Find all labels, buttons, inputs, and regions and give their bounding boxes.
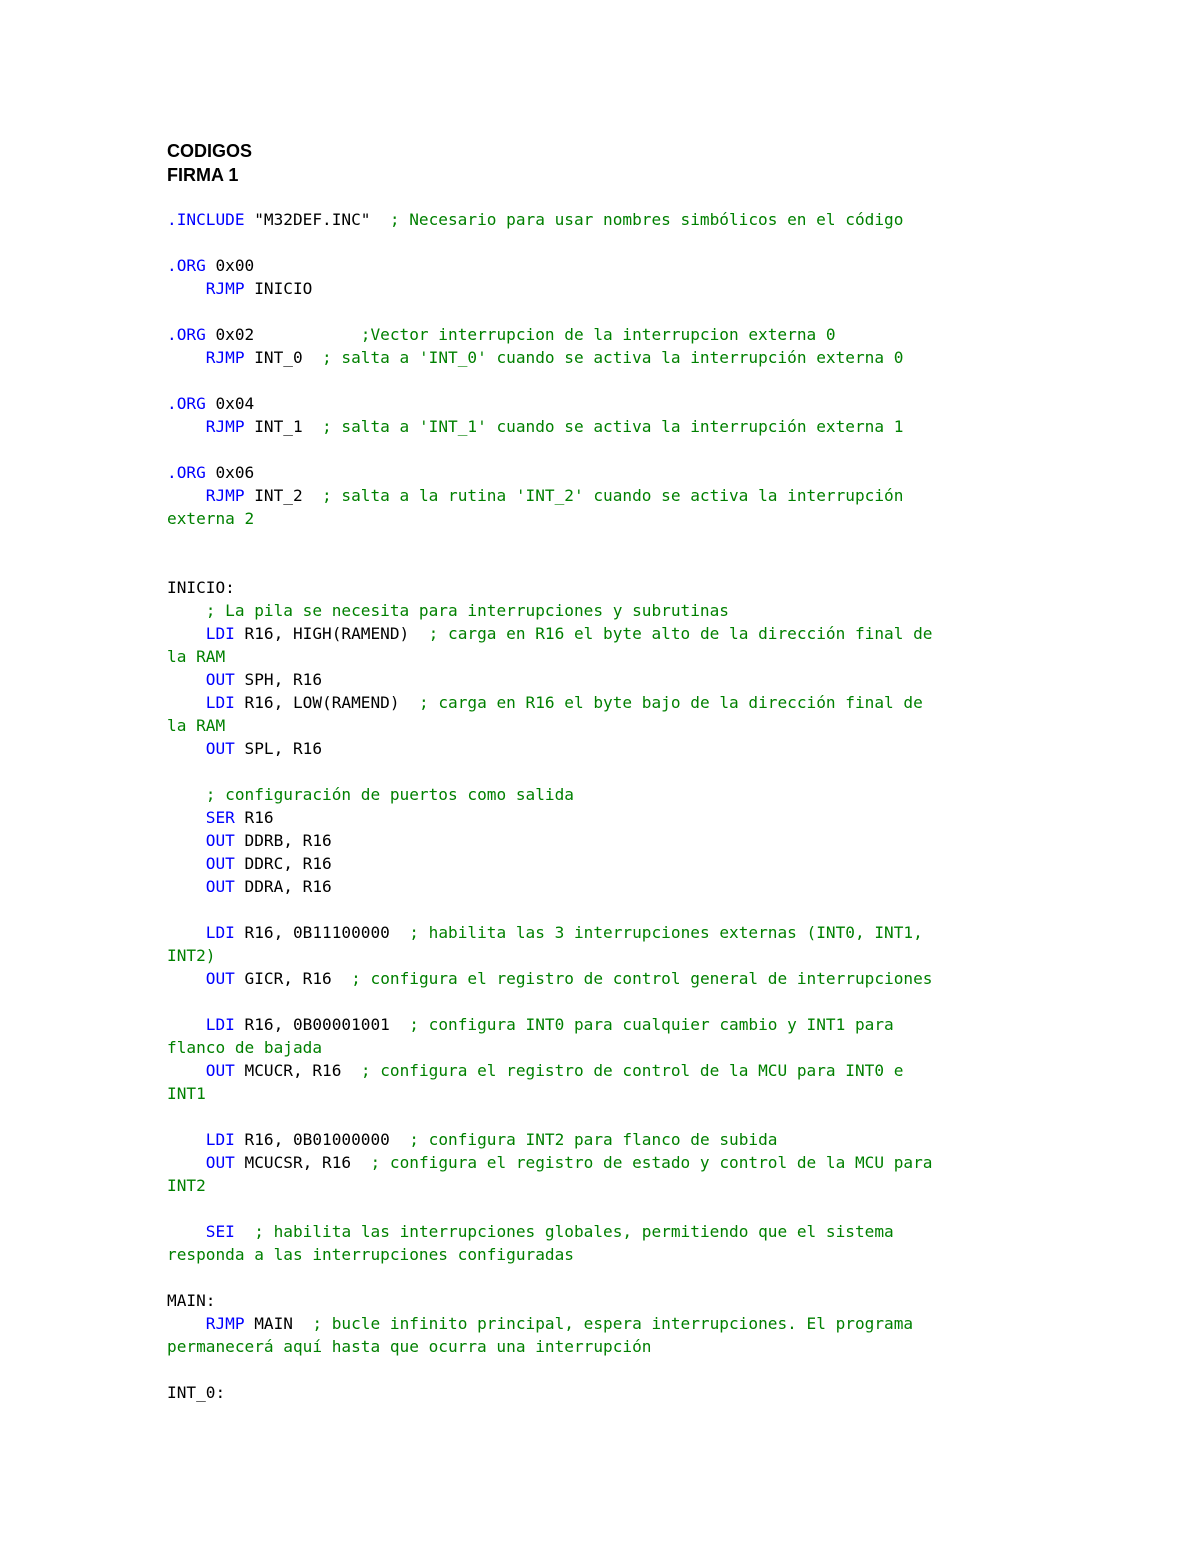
blank-line: [167, 1105, 1067, 1128]
code-line: [167, 1243, 1067, 1266]
code-line: [167, 208, 1067, 231]
code-text: R16, 0B00001001: [234, 1015, 410, 1034]
code-comment: ; salta a 'INT_1' cuando se activa la interrupción externa 1: [322, 417, 904, 436]
code-text: [167, 923, 206, 942]
code-text: [167, 808, 206, 827]
code-text: MCUCR, R16: [234, 1061, 361, 1080]
code-text: [167, 486, 206, 505]
code-keyword: SER: [205, 808, 235, 827]
code-text: GICR, R16: [234, 969, 352, 988]
code-text: INICIO:: [167, 578, 235, 597]
code-line: [167, 1220, 1067, 1243]
code-line: [167, 576, 1067, 599]
blank-line: [167, 553, 1067, 576]
blank-line: [167, 438, 1067, 461]
code-comment: ;Vector interrupcion de la interrupcion externa 0: [360, 325, 836, 344]
code-comment: flanco de bajada: [167, 1038, 323, 1057]
code-comment: ; configura el registro de control general de interrupciones: [351, 969, 933, 988]
blank-line: [167, 1358, 1067, 1381]
code-keyword: LDI: [205, 1130, 235, 1149]
code-line: [167, 875, 1067, 898]
blank-line: [167, 369, 1067, 392]
code-comment: ; habilita las interrupciones globales, permitiendo que el sistema: [254, 1222, 894, 1241]
code-line: [167, 346, 1067, 369]
code-line: [167, 944, 1067, 967]
code-text: SPH, R16: [234, 670, 323, 689]
code-text: INT_1: [244, 417, 323, 436]
code-keyword: OUT: [205, 1061, 235, 1080]
code-keyword: OUT: [205, 739, 235, 758]
code-text: [167, 417, 206, 436]
code-keyword: OUT: [205, 1153, 235, 1172]
blank-line: [167, 231, 1067, 254]
code-text: MAIN:: [167, 1291, 216, 1310]
code-line: [167, 668, 1067, 691]
code-line: [167, 852, 1067, 875]
code-text: [167, 739, 206, 758]
code-comment: ; bucle infinito principal, espera interrupciones. El programa: [312, 1314, 914, 1333]
code-line: [167, 461, 1067, 484]
code-line: [167, 967, 1067, 990]
code-text: DDRC, R16: [234, 854, 332, 873]
code-comment: ; Necesario para usar nombres simbólicos en el código: [389, 210, 904, 229]
code-text: INICIO: [244, 279, 313, 298]
blank-line: [167, 530, 1067, 553]
code-line: [167, 599, 1067, 622]
code-comment: responda a las interrupciones configuradas: [167, 1245, 574, 1264]
code-text: [167, 1153, 206, 1172]
code-line: [167, 737, 1067, 760]
code-text: [167, 854, 206, 873]
code-comment: INT2): [167, 946, 216, 965]
code-keyword: .INCLUDE: [167, 210, 245, 229]
code-text: [167, 601, 206, 620]
code-text: 0x00: [205, 256, 255, 275]
code-line: [167, 1059, 1067, 1082]
code-text: [167, 1314, 206, 1333]
document-subtitle: FIRMA 1: [167, 165, 239, 185]
code-text: [167, 969, 206, 988]
code-text: R16: [234, 808, 274, 827]
code-comment: ; carga en R16 el byte alto de la dirección final de: [428, 624, 933, 643]
code-comment: ; salta a 'INT_0' cuando se activa la interrupción externa 0: [322, 348, 904, 367]
code-comment: INT2: [167, 1176, 206, 1195]
code-text: R16, 0B01000000: [234, 1130, 410, 1149]
document-body: [167, 139, 1067, 1404]
code-text: 0x02: [205, 325, 361, 344]
code-line: [167, 783, 1067, 806]
code-comment: permanecerá aquí hasta que ocurra una interrupción: [167, 1337, 652, 1356]
code-keyword: OUT: [205, 877, 235, 896]
document-title: CODIGOS: [167, 141, 253, 161]
blank-line: [167, 300, 1067, 323]
code-text: INT_0: [244, 348, 323, 367]
code-keyword: .ORG: [167, 394, 206, 413]
code-line: [167, 1289, 1067, 1312]
code-line: [167, 622, 1067, 645]
code-line: [167, 1151, 1067, 1174]
code-text: [167, 785, 206, 804]
code-text: R16, 0B11100000: [234, 923, 410, 942]
code-text: 0x04: [205, 394, 255, 413]
code-line: [167, 392, 1067, 415]
code-keyword: SEI: [205, 1222, 235, 1241]
code-line: [167, 829, 1067, 852]
code-text: [167, 624, 206, 643]
code-comment: ; habilita las 3 interrupciones externas (INT0, INT1,: [409, 923, 923, 942]
code-keyword: LDI: [205, 923, 235, 942]
code-keyword: LDI: [205, 624, 235, 643]
blank-line: [167, 990, 1067, 1013]
code-keyword: LDI: [205, 1015, 235, 1034]
code-keyword: RJMP: [205, 417, 245, 436]
code-comment: ; configura el registro de estado y control de la MCU para: [370, 1153, 933, 1172]
blank-line: [167, 898, 1067, 921]
code-keyword: OUT: [205, 854, 235, 873]
code-text: DDRA, R16: [234, 877, 332, 896]
code-keyword: .ORG: [167, 256, 206, 275]
code-line: [167, 1082, 1067, 1105]
code-comment: ; configura INT2 para flanco de subida: [409, 1130, 778, 1149]
blank-line: [167, 1266, 1067, 1289]
code-text: [167, 693, 206, 712]
blank-line: [167, 1197, 1067, 1220]
code-comment: ; configuración de puertos como salida: [205, 785, 574, 804]
code-line: [167, 691, 1067, 714]
blank-line: [167, 760, 1067, 783]
code-text: [235, 1222, 254, 1241]
code-line: [167, 1128, 1067, 1151]
code-line: [167, 507, 1067, 530]
code-text: [167, 1015, 206, 1034]
code-text: [167, 1130, 206, 1149]
code-comment: la RAM: [167, 647, 226, 666]
code-text: INT_2: [244, 486, 323, 505]
code-line: [167, 806, 1067, 829]
code-line: [167, 1335, 1067, 1358]
code-text: SPL, R16: [234, 739, 323, 758]
code-text: R16, LOW(RAMEND): [234, 693, 419, 712]
code-text: [167, 877, 206, 896]
code-keyword: RJMP: [205, 486, 245, 505]
code-comment: ; carga en R16 el byte bajo de la dirección final de: [418, 693, 923, 712]
code-keyword: RJMP: [205, 1314, 245, 1333]
code-line: [167, 254, 1067, 277]
code-comment: INT1: [167, 1084, 206, 1103]
code-text: MAIN: [244, 1314, 313, 1333]
code-text: INT_0:: [167, 1383, 226, 1402]
code-line: [167, 1036, 1067, 1059]
code-text: [167, 1061, 206, 1080]
code-text: "M32DEF.INC": [244, 210, 390, 229]
code-line: [167, 1013, 1067, 1036]
code-line: [167, 415, 1067, 438]
code-keyword: OUT: [205, 969, 235, 988]
code-text: MCUCSR, R16: [234, 1153, 371, 1172]
code-keyword: OUT: [205, 670, 235, 689]
code-comment: ; configura INT0 para cualquier cambio y INT1 para: [409, 1015, 894, 1034]
assembly-code-block: [167, 208, 1067, 1404]
code-comment: ; La pila se necesita para interrupciones y subrutinas: [205, 601, 729, 620]
code-line: [167, 323, 1067, 346]
code-keyword: LDI: [205, 693, 235, 712]
code-line: [167, 921, 1067, 944]
code-keyword: RJMP: [205, 279, 245, 298]
code-text: 0x06: [205, 463, 255, 482]
code-comment: la RAM: [167, 716, 226, 735]
code-line: [167, 1312, 1067, 1335]
code-text: [167, 1222, 206, 1241]
code-line: [167, 1381, 1067, 1404]
code-text: [167, 279, 206, 298]
code-line: [167, 645, 1067, 668]
code-comment: ; salta a la rutina 'INT_2' cuando se activa la interrupción: [322, 486, 904, 505]
code-text: [167, 831, 206, 850]
code-text: [167, 670, 206, 689]
code-text: DDRB, R16: [234, 831, 332, 850]
code-line: [167, 714, 1067, 737]
code-keyword: .ORG: [167, 325, 206, 344]
code-line: [167, 1174, 1067, 1197]
code-keyword: OUT: [205, 831, 235, 850]
code-line: [167, 484, 1067, 507]
code-line: [167, 277, 1067, 300]
code-text: [167, 348, 206, 367]
code-text: R16, HIGH(RAMEND): [234, 624, 429, 643]
code-keyword: RJMP: [205, 348, 245, 367]
code-comment: externa 2: [167, 509, 255, 528]
code-comment: ; configura el registro de control de la MCU para INT0 e: [360, 1061, 904, 1080]
code-keyword: .ORG: [167, 463, 206, 482]
